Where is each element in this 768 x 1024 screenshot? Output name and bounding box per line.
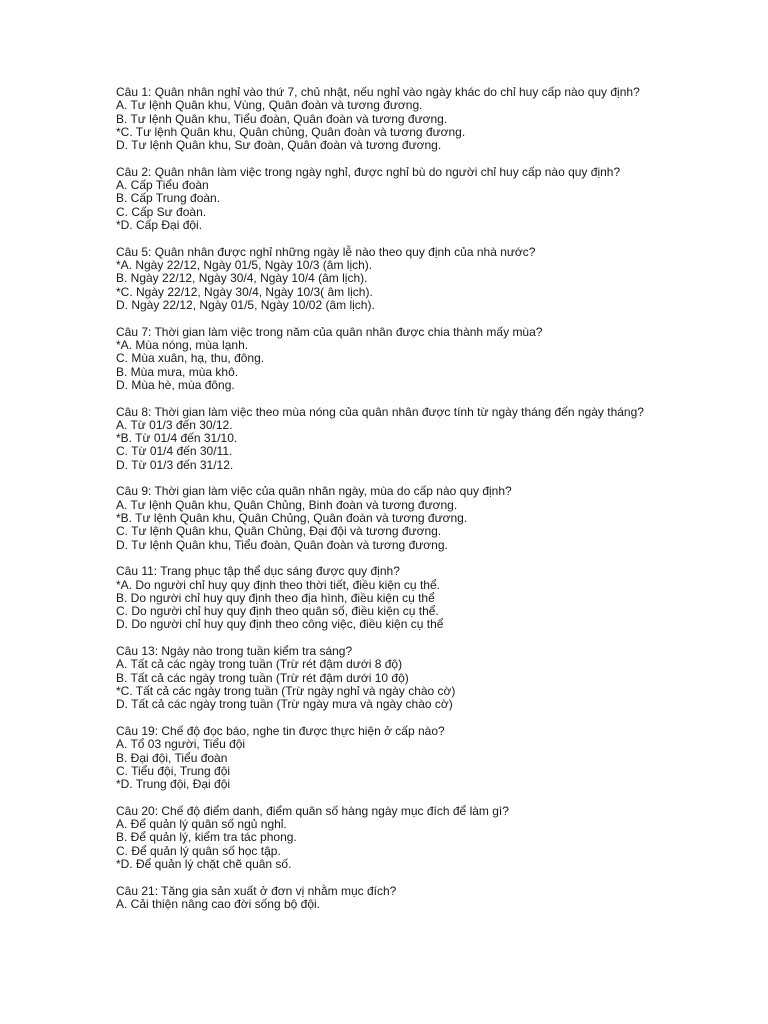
question-block [116, 166, 646, 232]
answer-option: *C. Tất cả các ngày trong tuần (Trừ ngày nghỉ và ngày chào cờ) [116, 684, 456, 699]
answer-option: *B. Tư lệnh Quân khu, Quân Chủng, Quân đoàn và tương đương. [116, 510, 468, 525]
answer-option: C. Do người chỉ huy quy định theo quân số, điều kiện cụ thể. [116, 604, 439, 619]
answer-option: *A. Do người chỉ huy quy định theo thời tiết, điều kiện cụ thể. [116, 577, 440, 592]
answer-option: B. Do người chỉ huy quy định theo địa hình, điều kiện cụ thể [116, 590, 435, 605]
question-stem: Câu 8: Thời gian làm việc theo mùa nóng của quân nhân được tính từ ngày tháng đến ngày tháng? [116, 404, 644, 419]
document-page [116, 86, 646, 925]
question-block [116, 326, 646, 392]
answer-option: *A. Mùa nóng, mùa lạnh. [116, 337, 249, 352]
answer-option: D. Do người chỉ huy quy định theo công việc, điều kiện cụ thể [116, 617, 444, 632]
answer-option: C. Từ 01/4 đến 30/11. [116, 444, 233, 459]
question-block [116, 885, 646, 912]
question-stem: Câu 20: Chế độ điểm danh, điểm quân số hàng ngày mục đích để làm gì? [116, 803, 509, 818]
answer-option: A. Tư lệnh Quân khu, Vùng, Quân đoàn và tương đương. [116, 98, 423, 113]
question-stem: Câu 1: Quân nhân nghỉ vào thứ 7, chủ nhật, nếu nghỉ vào ngày khác do chỉ huy cấp nào quy định? [116, 85, 640, 99]
question-stem: Câu 13: Ngày nào trong tuần kiểm tra sáng? [116, 644, 353, 659]
answer-option: A. Cải thiện nâng cao đời sống bộ đội. [116, 897, 321, 912]
answer-option: B. Để quản lý, kiểm tra tác phong. [116, 830, 297, 845]
question-block [116, 86, 646, 152]
answer-option: *D. Cấp Đại đội. [116, 218, 203, 233]
question-stem: Câu 9: Thời gian làm việc của quân nhân ngày, mùa do cấp nào quy định? [116, 484, 512, 499]
answer-option: *D. Trung đội, Đại đội [116, 777, 231, 792]
question-stem: Câu 2: Quân nhân làm việc trong ngày nghỉ, được nghỉ bù do người chỉ huy cấp nào quy định? [116, 164, 621, 179]
question-stem: Câu 5: Quân nhân được nghỉ những ngày lễ nào theo quy định của nhà nước? [116, 244, 536, 259]
question-stem: Câu 11: Trang phục tập thể dục sáng được quy định? [116, 564, 400, 579]
answer-option: D. Tư lệnh Quân khu, Tiểu đoàn, Quân đoàn và tương đương. [116, 537, 448, 552]
answer-option: D. Tư lệnh Quân khu, Sư đoàn, Quân đoàn và tương đương. [116, 138, 442, 153]
answer-option: B. Đại đội, Tiểu đoàn [116, 750, 228, 765]
question-stem: Câu 19: Chế độ đọc báo, nghe tin được thực hiện ở cấp nào? [116, 724, 445, 738]
question-block [116, 246, 646, 312]
answer-option: C. Tiểu đội, Trung đội [116, 763, 231, 778]
answer-option: D. Mùa hè, mùa đông. [116, 377, 235, 392]
answer-option: B. Cấp Trung đoàn. [116, 191, 221, 206]
answer-option: A. Tổ 03 người, Tiểu đội [116, 737, 246, 752]
answer-option: *C. Tư lệnh Quân khu, Quân chủng, Quân đoàn và tương đương. [116, 124, 466, 139]
question-block [116, 645, 646, 711]
question-block [116, 725, 646, 791]
answer-option: D. Tất cả các ngày trong tuần (Trừ ngày mưa và ngày chào cờ) [116, 697, 453, 712]
question-block [116, 565, 646, 631]
answer-option: *C. Ngày 22/12, Ngày 30/4, Ngày 10/3( âm lịch). [116, 284, 373, 299]
question-block [116, 406, 646, 472]
answer-option: B. Mùa mưa, mùa khô. [116, 364, 239, 379]
answer-option: A. Tư lệnh Quân khu, Quân Chủng, Binh đoàn và tương đương. [116, 497, 458, 512]
question-stem: Câu 21: Tăng gia sản xuất ở đơn vị nhằm mục đích? [116, 883, 397, 898]
answer-option: A. Tất cả các ngày trong tuần (Trừ rét đậm dưới 8 độ) [116, 657, 403, 672]
answer-option: C. Tư lệnh Quân khu, Quân Chủng, Đại đội và tương đương. [116, 524, 442, 539]
answer-option: C. Mùa xuân, hạ, thu, đông. [116, 351, 265, 366]
answer-option: A. Để quản lý quân số ngủ nghỉ. [116, 817, 287, 832]
question-block [116, 485, 646, 551]
answer-option: C. Cấp Sư đoàn. [116, 204, 207, 219]
answer-option: *B. Từ 01/4 đến 31/10. [116, 431, 238, 446]
answer-option: A. Từ 01/3 đến 30/12. [116, 417, 233, 432]
answer-option: *D. Để quản lý chặt chẽ quân số. [116, 857, 292, 872]
answer-option: B. Tư lệnh Quân khu, Tiểu đoàn, Quân đoàn và tương đương. [116, 111, 448, 126]
answer-option: A. Cấp Tiểu đoàn [116, 178, 209, 193]
answer-option: D. Từ 01/3 đến 31/12. [116, 457, 234, 472]
answer-option: D. Ngày 22/12, Ngày 01/5, Ngày 10/02 (âm lịch). [116, 297, 375, 312]
answer-option: C. Để quản lý quân số học tập. [116, 843, 281, 858]
question-stem: Câu 7: Thời gian làm việc trong năm của quân nhân được chia thành mấy mùa? [116, 324, 543, 339]
answer-option: B. Ngày 22/12, Ngày 30/4, Ngày 10/4 (âm lịch). [116, 271, 368, 286]
answer-option: B. Tất cả các ngày trong tuần (Trừ rét đậm dưới 10 độ) [116, 670, 409, 685]
question-block [116, 805, 646, 871]
answer-option: *A. Ngày 22/12, Ngày 01/5, Ngày 10/3 (âm lịch). [116, 258, 373, 273]
